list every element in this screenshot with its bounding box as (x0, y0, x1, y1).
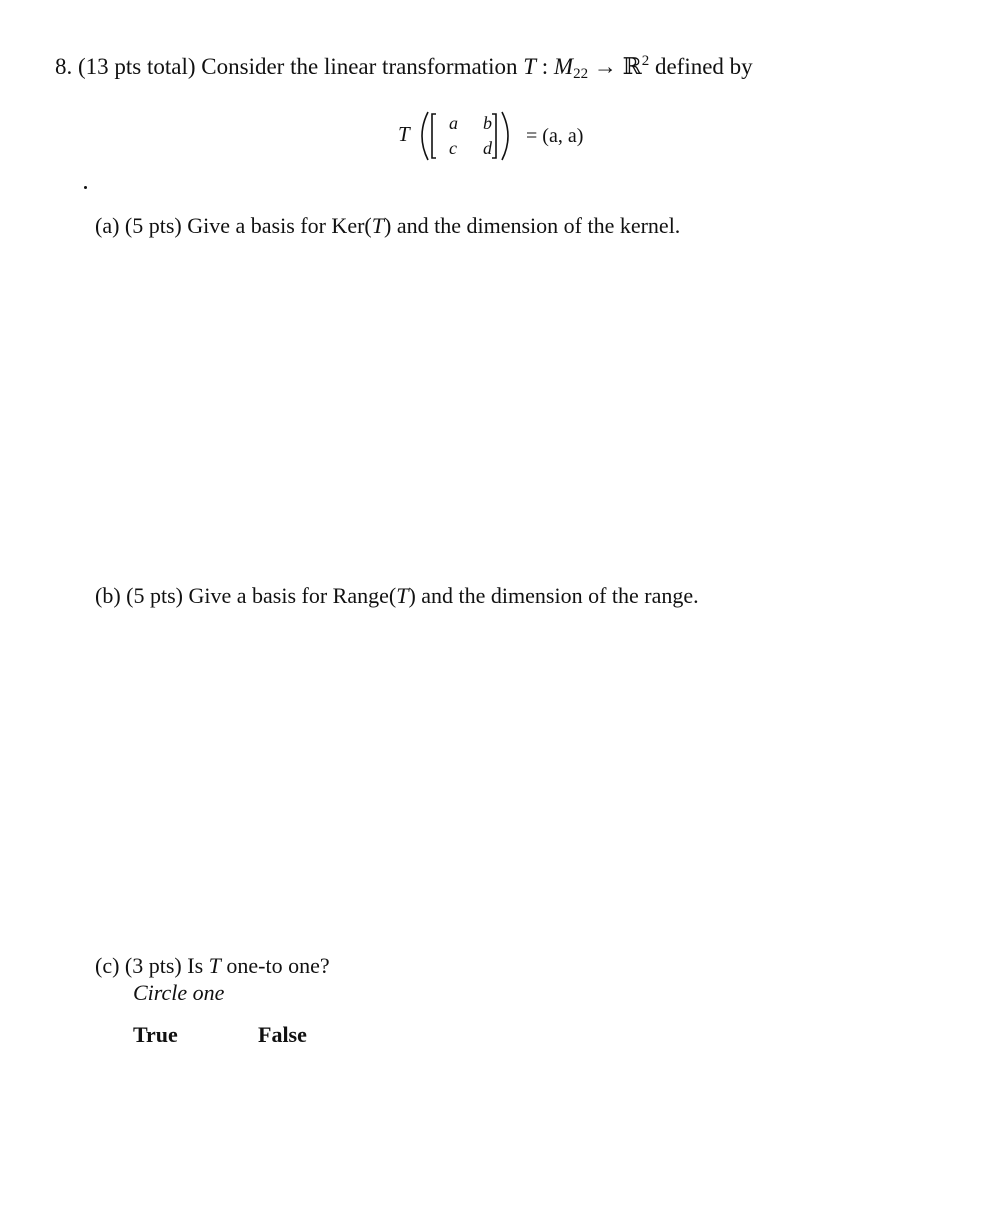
part-a-text-before: Give a basis for Ker( (187, 213, 372, 238)
part-c-var: T (208, 953, 221, 978)
part-a-label: (a) (95, 213, 120, 238)
part-c-points: (3 pts) (124, 953, 182, 978)
left-paren (422, 112, 428, 160)
map-name: T (523, 54, 537, 79)
part-a (95, 212, 680, 240)
problem-intro: Consider the linear transformation (201, 54, 518, 79)
part-c-text-after: one-to one? (220, 953, 330, 978)
matrix-entry-b: b (483, 113, 492, 133)
map-colon: : (536, 54, 554, 79)
part-b-points: (5 pts) (126, 583, 183, 608)
problem-number: 8. (55, 54, 73, 79)
formula-result: = (a, a) (526, 125, 584, 147)
part-c-label: (c) (95, 953, 120, 978)
part-a-points: (5 pts) (124, 213, 182, 238)
right-bracket (492, 114, 496, 158)
map-codomain: ℝ (622, 54, 642, 79)
matrix-entry-a: a (449, 113, 458, 133)
part-b-label: (b) (95, 583, 121, 608)
matrix-entry-c: c (449, 138, 457, 158)
problem-statement (55, 52, 753, 82)
part-b-text-after: ) and the dimension of the range. (408, 583, 699, 608)
part-b (95, 582, 699, 610)
problem-points: (13 pts total) (78, 54, 196, 79)
option-false[interactable]: False (258, 1022, 307, 1047)
map-domain: M (553, 54, 574, 79)
option-true[interactable]: True (133, 1022, 178, 1047)
part-a-text-after: ) and the dimension of the kernel. (384, 213, 681, 238)
map-domain-subscript: 22 (573, 66, 589, 82)
part-c-text-before: Is (187, 953, 209, 978)
left-bracket (432, 114, 436, 158)
problem-tail: defined by (649, 54, 753, 79)
part-a-var: T (371, 213, 384, 238)
map-codomain-superscript: 2 (641, 53, 650, 69)
part-b-text-before: Give a basis for Range( (188, 583, 397, 608)
stray-dot (84, 186, 87, 189)
matrix-entry-d: d (483, 138, 492, 158)
map-arrow: → (588, 54, 623, 79)
part-c (95, 952, 330, 980)
right-paren (502, 112, 508, 160)
formula-function: T (398, 122, 410, 146)
part-b-var: T (396, 583, 409, 608)
part-c-instruction: Circle one (133, 980, 225, 1005)
transformation-formula (398, 106, 618, 166)
